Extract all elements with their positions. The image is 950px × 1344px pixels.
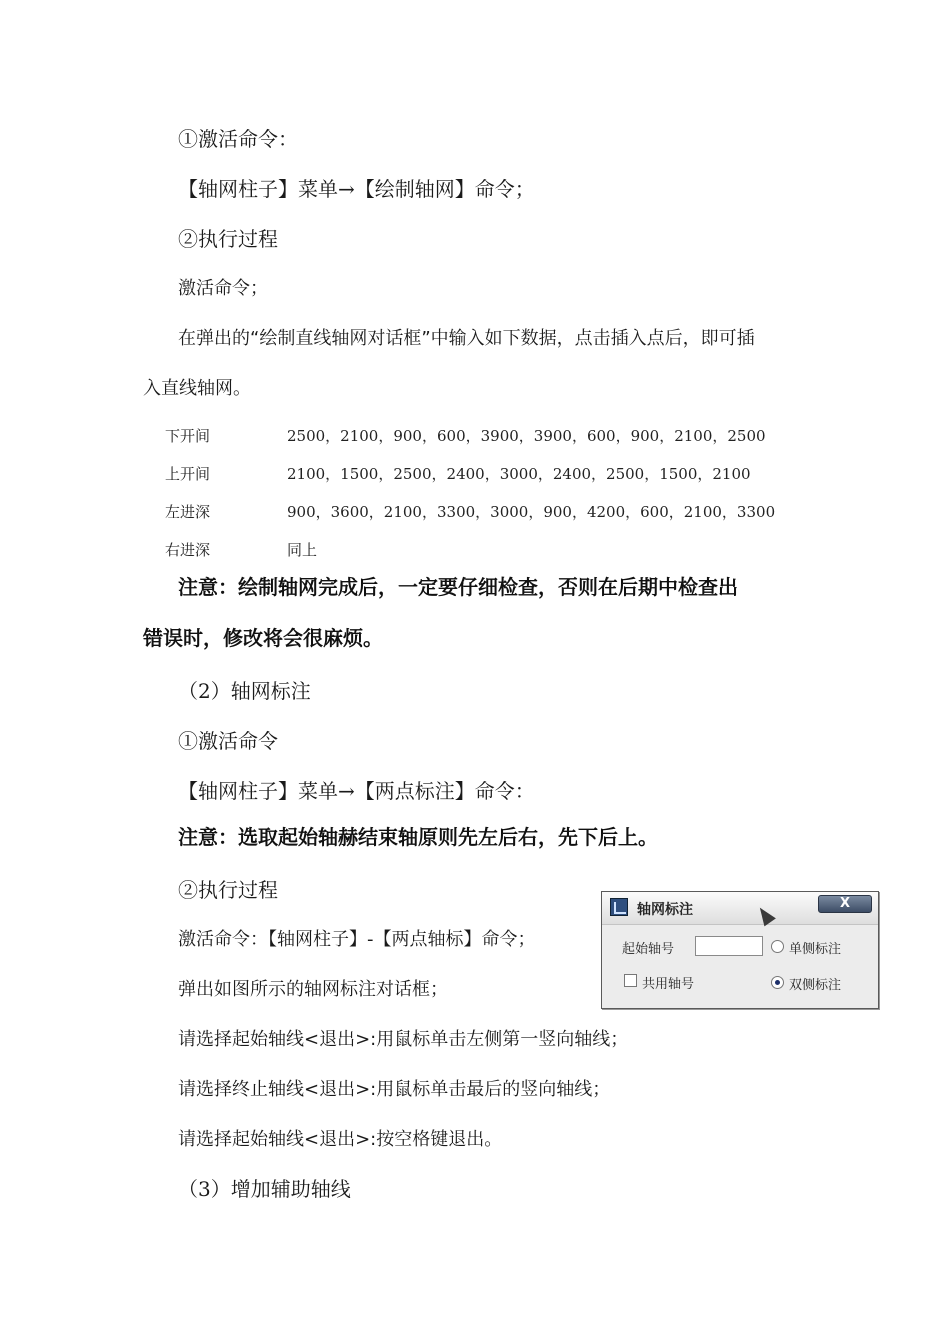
row-label: 右进深: [165, 541, 211, 559]
note-axis-order: 注意：选取起始轴赫结束轴原则先左后右，先下后上。: [178, 825, 658, 849]
mouse-cursor-icon: [754, 904, 776, 927]
step-select-start-axis: 请选择起始轴线<退出>:用鼠标单击左侧第一竖向轴线；: [178, 1029, 629, 1050]
dialog-titlebar: [602, 892, 878, 925]
execution-process-heading: ②执行过程: [178, 227, 278, 251]
single-side-radio[interactable]: [771, 940, 784, 953]
shared-axis-checkbox[interactable]: [624, 974, 637, 987]
row-values: 900，3600，2100，3300，3000，900，4200，600，2100，3300: [287, 503, 776, 521]
note-check-grid-cont: 错误时，修改将会很麻烦。: [143, 626, 383, 650]
activate-command-heading-2: ①激活命令: [178, 729, 278, 753]
step-dialog-popup: 弹出如图所示的轴网标注对话框；: [178, 979, 448, 1000]
step-activate-command: 激活命令：【轴网柱子】-【两点轴标】命令；: [178, 929, 536, 950]
row-label: 上开间: [165, 465, 211, 483]
menu-path-two-point: 【轴网柱子】菜单→【两点标注】命令：: [178, 779, 535, 803]
exec-step-input-data-cont: 入直线轴网。: [143, 378, 251, 399]
double-side-radio[interactable]: [771, 976, 784, 989]
note-check-grid: 注意：绘制轴网完成后，一定要仔细检查，否则在后期中检查出: [178, 575, 738, 599]
row-label: 左进深: [165, 503, 211, 521]
activate-command-heading: ①激活命令：: [178, 127, 298, 151]
app-icon: [610, 898, 628, 916]
start-axis-label: 起始轴号: [622, 942, 675, 957]
row-values: 同上: [287, 541, 318, 559]
row-label: 下开间: [165, 427, 211, 445]
step-select-end-axis: 请选择终止轴线<退出>:用鼠标单击最后的竖向轴线；: [178, 1079, 611, 1100]
grid-annotation-dialog: [601, 891, 879, 1009]
section-title-add-aux-axis: （3）增加辅助轴线: [178, 1177, 351, 1201]
double-side-label: 双侧标注: [789, 978, 842, 993]
section-title-grid-annotation: （2）轴网标注: [178, 679, 311, 703]
single-side-label: 单侧标注: [789, 942, 842, 957]
shared-axis-label: 共用轴号: [642, 977, 695, 992]
row-values: 2100，1500，2500，2400，3000，2400，2500，1500，2100: [287, 465, 751, 483]
row-values: 2500，2100，900，600，3900，3900，600，900，2100，2500: [287, 427, 766, 445]
menu-path-draw-grid: 【轴网柱子】菜单→【绘制轴网】命令；: [178, 177, 535, 201]
start-axis-input[interactable]: [695, 936, 763, 956]
exec-step-input-data: 在弹出的“绘制直线轴网对话框”中输入如下数据，点击插入点后，即可插: [178, 328, 755, 349]
execution-process-heading-2: ②执行过程: [178, 878, 278, 902]
close-button[interactable]: X: [818, 895, 872, 913]
exec-step-activate: 激活命令；: [178, 278, 268, 299]
dialog-title: 轴网标注: [637, 902, 693, 918]
step-exit: 请选择起始轴线<退出>:按空格键退出。: [178, 1129, 503, 1150]
